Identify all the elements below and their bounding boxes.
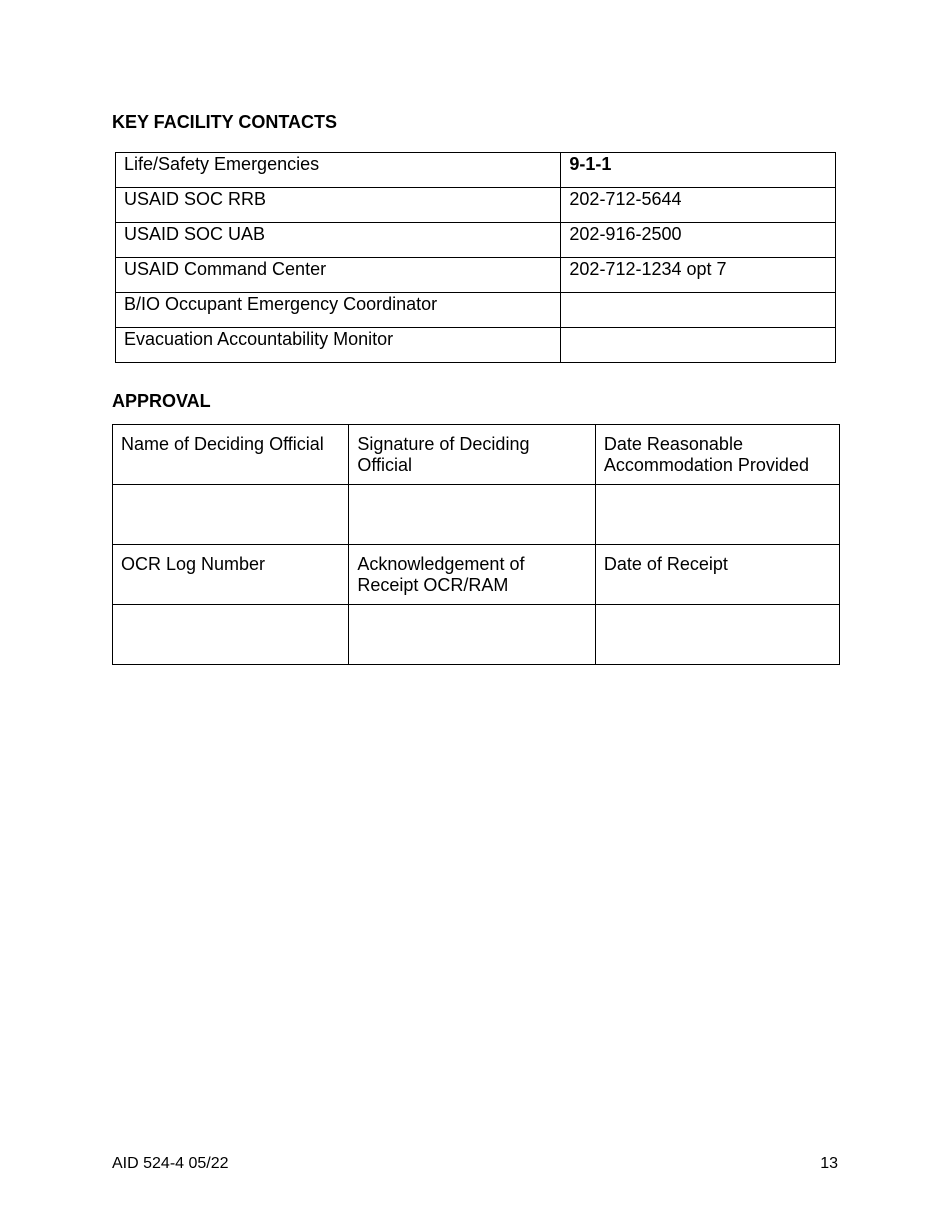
approval-table [112,424,840,665]
deciding-official-signature-label: Signature of Deciding Official [349,425,596,485]
approval-label-row [113,545,840,605]
contact-label: Evacuation Accountability Monitor [116,328,561,363]
approval-entry-row [113,605,840,665]
key-facility-contacts-heading: KEY FACILITY CONTACTS [112,112,338,132]
contact-value: 202-712-1234 opt 7 [561,258,836,293]
contact-value: 202-712-5644 [561,188,836,223]
receipt-acknowledgement-label: Acknowledgement of Receipt OCR/RAM [349,545,596,605]
contact-label: USAID SOC UAB [116,223,561,258]
contact-row [116,188,836,223]
deciding-official-signature-field[interactable] [349,485,596,545]
contact-value-blank[interactable] [561,328,836,363]
contact-label: Life/Safety Emergencies [116,153,561,188]
contact-value: 9-1-1 [561,153,836,188]
contact-row [116,328,836,363]
ocr-log-number-label: OCR Log Number [113,545,349,605]
key-facility-contacts-table [115,152,836,363]
approval-entry-row [113,485,840,545]
contact-label: USAID Command Center [116,258,561,293]
receipt-acknowledgement-field[interactable] [349,605,596,665]
ocr-log-number-field[interactable] [113,605,349,665]
deciding-official-name-label: Name of Deciding Official [113,425,349,485]
deciding-official-name-field[interactable] [113,485,349,545]
page-number: 13 [820,1155,838,1172]
contact-value: 202-916-2500 [561,223,836,258]
contact-label: USAID SOC RRB [116,188,561,223]
contact-row [116,293,836,328]
form-id-footer: AID 524-4 05/22 [112,1155,229,1172]
contact-row [116,258,836,293]
contact-value-blank[interactable] [561,293,836,328]
accommodation-date-field[interactable] [595,485,839,545]
approval-label-row [113,425,840,485]
contact-label: B/IO Occupant Emergency Coordinator [116,293,561,328]
contact-row [116,223,836,258]
receipt-date-label: Date of Receipt [595,545,839,605]
accommodation-date-label: Date Reasonable Accommodation Provided [595,425,839,485]
contact-row [116,153,836,188]
approval-heading: APPROVAL [112,391,211,411]
receipt-date-field[interactable] [595,605,839,665]
